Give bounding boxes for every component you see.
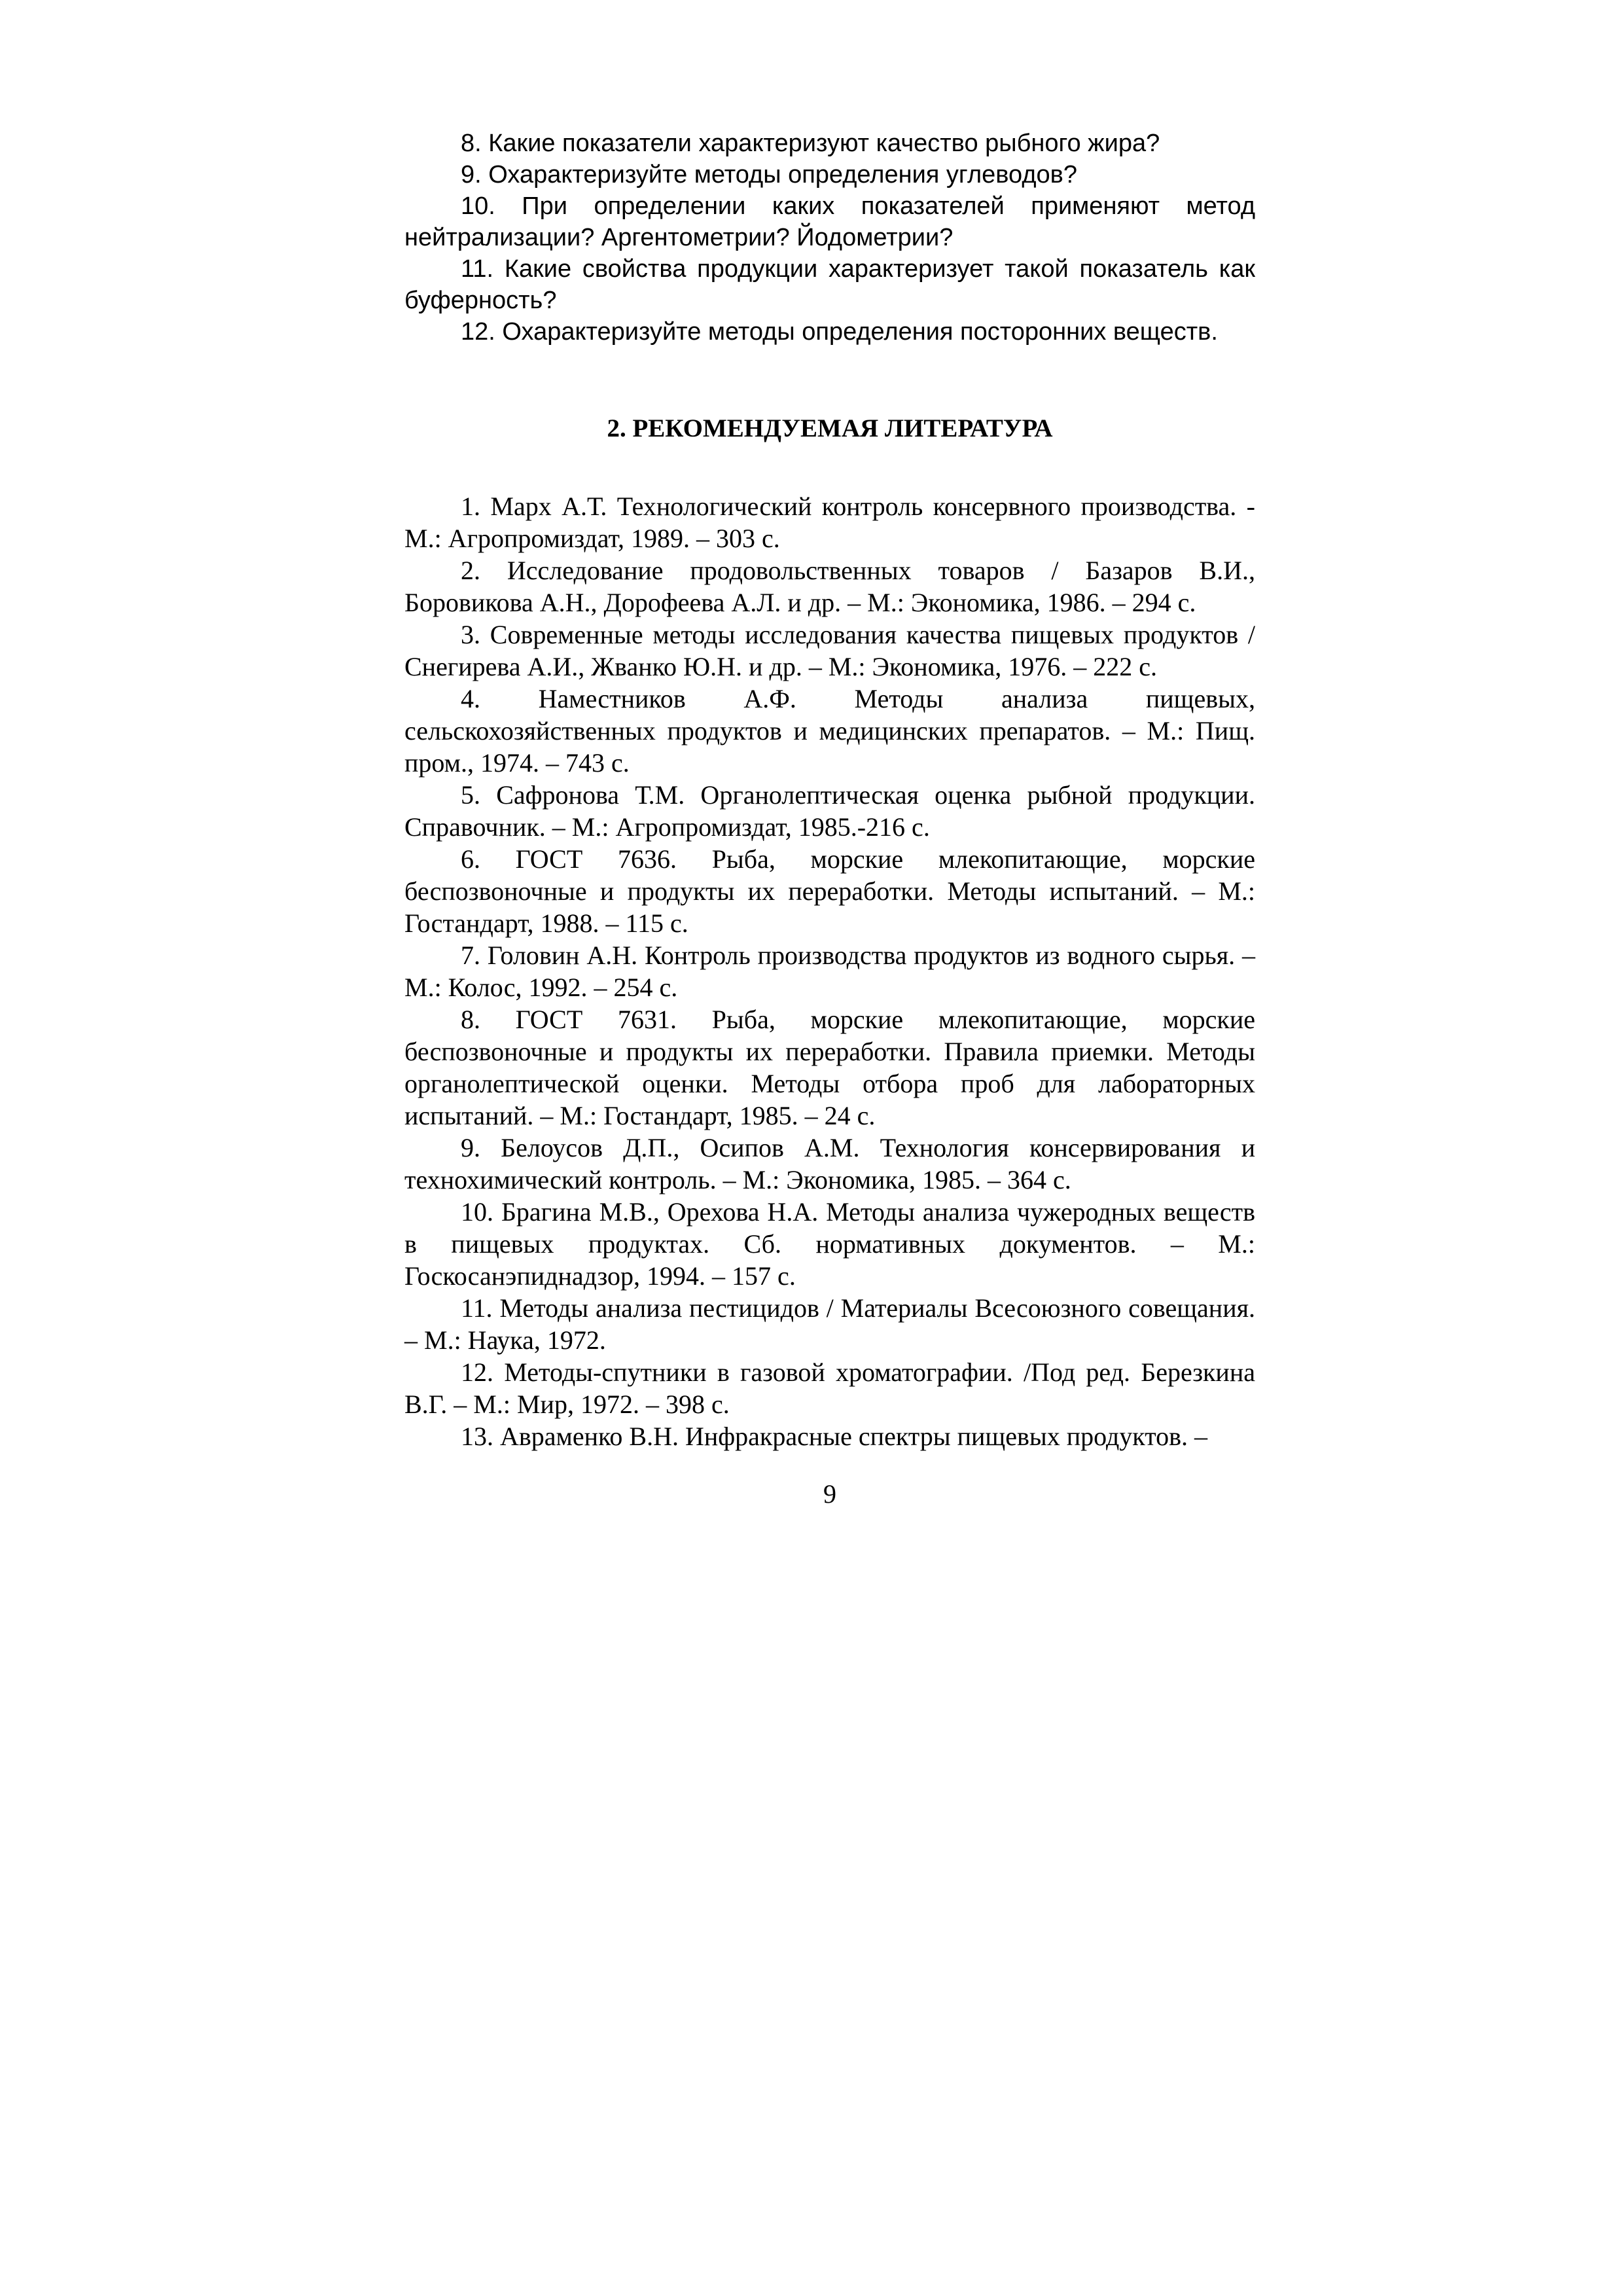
reference-item: 5. Сафронова Т.М. Органолептическая оценка рыбной продукции. Справочник. – М.: Агропромиздат, 1985.-216 с. <box>404 780 1255 842</box>
page-number: 9 <box>823 1479 836 1509</box>
reference-item: 4. Наместников А.Ф. Методы анализа пищевых, сельскохозяйственных продуктов и медицинских препаратов. – М.: Пищ. пром., 1974. – 743 с. <box>404 684 1255 778</box>
reference-item: 2. Исследование продовольственных товаров / Базаров В.И., Боровикова А.Н., Дорофеева А.Л. и др. – М.: Экономика, 1986. – 294 с. <box>404 556 1255 617</box>
section-heading: 2. РЕКОМЕНДУЕМАЯ ЛИТЕРАТУРА <box>607 414 1053 442</box>
reference-item: 6. ГОСТ 7636. Рыба, морские млекопитающие, морские беспозвоночные и продукты их переработки. Методы испытаний. – М.: Гостандарт, 1988. – 115 с. <box>404 844 1255 938</box>
question-item: 12. Охарактеризуйте методы определения посторонних веществ. <box>461 318 1218 346</box>
document-page <box>404 128 1255 1510</box>
reference-item: 13. Авраменко В.Н. Инфракрасные спектры пищевых продуктов. – <box>461 1422 1208 1451</box>
reference-item: 7. Головин А.Н. Контроль производства продуктов из водного сырья. – М.: Колос, 1992. – 254 с. <box>404 941 1255 1002</box>
reference-item: 1. Марх А.Т. Технологический контроль консервного производства. - М.: Агропромиздат, 1989. – 303 с. <box>404 492 1255 553</box>
reference-item: 11. Методы анализа пестицидов / Материалы Всесоюзного совещания. – М.: Наука, 1972. <box>404 1293 1255 1355</box>
reference-item: 8. ГОСТ 7631. Рыба, морские млекопитающие, морские беспозвоночные и продукты их переработки. Правила приемки. Методы органолептической оценки. Методы отбора проб для лабораторных испытаний. – М.: Гостандарт, 1985. – 24 с. <box>404 1005 1255 1130</box>
question-item: 9. Охарактеризуйте методы определения углеводов? <box>461 161 1077 188</box>
reference-item: 12. Методы-спутники в газовой хроматографии. /Под ред. Березкина В.Г. – М.: Мир, 1972. – 398 с. <box>404 1357 1255 1419</box>
question-item: 8. Какие показатели характеризуют качество рыбного жира? <box>461 130 1160 157</box>
reference-item: 3. Современные методы исследования качества пищевых продуктов / Снегирева А.И., Жванко Ю.Н. и др. – М.: Экономика, 1976. – 222 с. <box>404 620 1255 681</box>
question-item: 10. При определении каких показателей применяют метод нейтрализации? Аргентометрии? Йодометрии? <box>404 192 1255 251</box>
reference-item: 10. Брагина М.В., Орехова Н.А. Методы анализа чужеродных веществ в пищевых продуктах. Сб. нормативных документов. – М.: Госкосанэпиднадзор, 1994. – 157 с. <box>404 1197 1255 1291</box>
question-item: 11. Какие свойства продукции характеризует такой показатель как буферность? <box>404 255 1255 314</box>
reference-item: 9. Белоусов Д.П., Осипов А.М. Технология консервирования и технохимический контроль. – М.: Экономика, 1985. – 364 с. <box>404 1133 1255 1194</box>
